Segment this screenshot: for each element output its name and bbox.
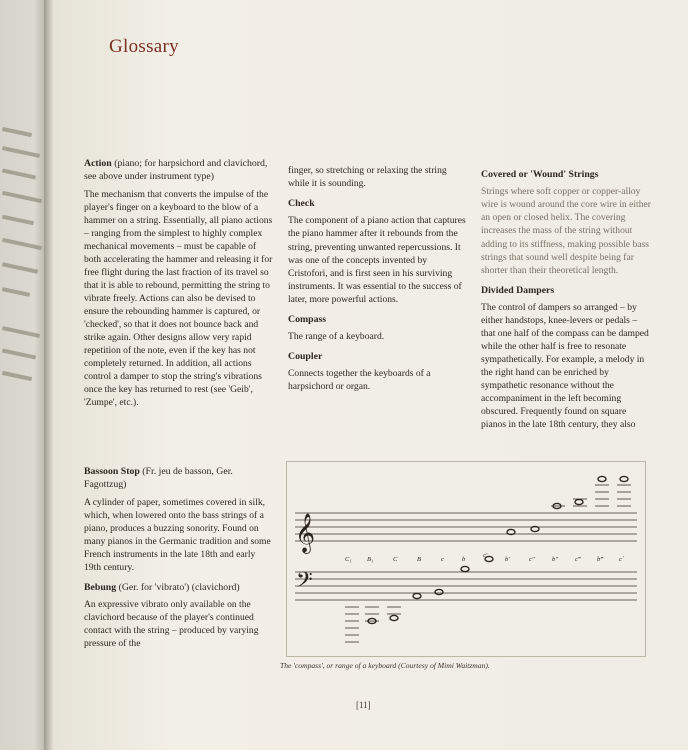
column-left-lower: [84, 465, 274, 657]
entry-action-term: [84, 157, 274, 184]
column-left: [84, 157, 274, 416]
entry-bebung-body: An expressive vibrato only available on the clavichord because of the player's continued contact with the string – produced by varying pressure of the: [84, 599, 259, 650]
entry-bassoon-title: Bassoon Stop: [84, 466, 140, 477]
page-title: Glossary: [109, 36, 179, 57]
note-heads: [368, 476, 628, 623]
previous-page-edge: [0, 0, 46, 750]
entry-divided-body: The control of dampers so arranged – by either handstops, knee-levers or pedals – that one half of the compass can be damped while the other half is free to resonate sympathetically. For example, a melody in the right hand can be enriched by sympathetic resonance without the accompaniment in the left becoming obscured. Frequently found on square pianos in the late 18th century, they also: [481, 301, 649, 431]
figure-caption: The 'compass', or range of a keyboard (Courtesy of Mimi Waitzman).: [280, 661, 490, 670]
note-label-4: c: [441, 556, 444, 563]
entry-bebung-continued: finger, so stretching or relaxing the string while it is sounding.: [288, 165, 447, 190]
compass-figure: [286, 461, 646, 657]
entry-compass-body: The range of a keyboard.: [288, 331, 385, 343]
note-label-9: b″: [552, 556, 559, 563]
note-label-7: b′: [505, 556, 510, 563]
entry-covered-term: Covered or 'Wound' Strings: [481, 169, 599, 180]
note-label-5: b: [462, 556, 466, 563]
treble-staff: [295, 513, 637, 541]
entry-covered-body: Strings where soft copper or copper-alloy wire is wound around the core wire in either an open or closed helix. The covering increases the mass of the string without adding to its stiffness, making possible bass strings that sound well despite being far shorter than their theoretical length.: [481, 186, 651, 276]
entry-bassoon-note: (Fr. jeu de basson, Ger. Fagottzug): [84, 466, 233, 491]
note-label-8: c″: [529, 556, 535, 563]
ledger-lines-high: [551, 485, 631, 506]
entry-action-title: Action: [84, 158, 112, 169]
note-label-row: [345, 552, 625, 563]
compass-staff-svg: [287, 462, 645, 656]
entry-coupler-term: Coupler: [288, 351, 323, 363]
entry-bassoon-body: A cylinder of paper, sometimes covered in silk, which, when lowered onto the bass strings of a piano, produces a buzzing sonority. Found on many pianos in the Germanic tradition and some French instruments in the late 18th and early 19th century.: [84, 496, 271, 573]
entry-bebung-note: (Ger. for 'vibrato') (clavichord): [118, 581, 240, 593]
note-label-10: c‴: [575, 556, 581, 563]
bass-clef-icon: 𝄢: [296, 568, 313, 598]
treble-clef-icon: 𝄞: [295, 513, 316, 553]
note-label-1: B₁: [367, 556, 374, 563]
note-head: [620, 476, 628, 481]
column-middle: [288, 164, 466, 401]
note-label-6: c′: [483, 552, 488, 559]
column-right: [481, 168, 651, 438]
note-label-3: B: [417, 556, 422, 563]
note-head: [413, 593, 421, 598]
note-head: [575, 499, 583, 504]
note-head: [435, 589, 443, 594]
note-label-0: C₁: [345, 556, 352, 563]
note-head: [598, 476, 606, 481]
entry-compass-term: Compass: [288, 313, 327, 325]
note-label-11: b‴: [597, 556, 604, 563]
note-label-12: c‵: [619, 556, 624, 563]
entry-coupler-body: Connects together the keyboards of a harpsichord or organ.: [288, 368, 431, 393]
entry-action-note: (piano; for harpsichord and clavichord, see above under instrument type): [84, 158, 268, 183]
entry-divided-term: Divided Dampers: [481, 284, 555, 296]
entry-check-term: Check: [288, 198, 315, 210]
note-head: [390, 615, 398, 620]
entry-action-body: The mechanism that converts the impulse of the player's finger on a keyboard to the blow of a hammer on a string. Essentially, all piano actions – ranging from the simplest to highly complex mechanical movements – must be capable of both accelerating the hammer and releasing it for free flight during the last fraction of its travel so that it is able to rebound, permitting the string to vibrate freely. Actions can also be devised to ensure the rebounding hammer is captured, or 'checked', so that it does not bounce back and strike again. Other designs allow very rapid repetition of the note, even if the key has not completely returned. In addition, all actions control a damper to stop the string's vibrations once the key has returned to rest (see 'Geib', 'Zumpe', etc.).: [84, 188, 273, 409]
bass-staff: [295, 572, 637, 600]
entry-bassoon-term: [84, 465, 274, 492]
entry-bebung-title: Bebung: [84, 581, 117, 593]
note-label-2: C: [393, 556, 398, 563]
entry-bebung-term: [84, 581, 274, 594]
book-spine: [44, 0, 54, 750]
entry-check-body: The component of a piano action that captures the piano hammer after it rebounds from the string, preventing unwanted repercussions. It was one of the concepts invented by Cristofori, and is first seen in his surviving instruments. It was essential to the success of later, more powerful actions.: [288, 215, 466, 305]
page-number: [11]: [356, 700, 371, 710]
ledger-lines-low: [345, 607, 401, 642]
note-head: [461, 566, 469, 571]
